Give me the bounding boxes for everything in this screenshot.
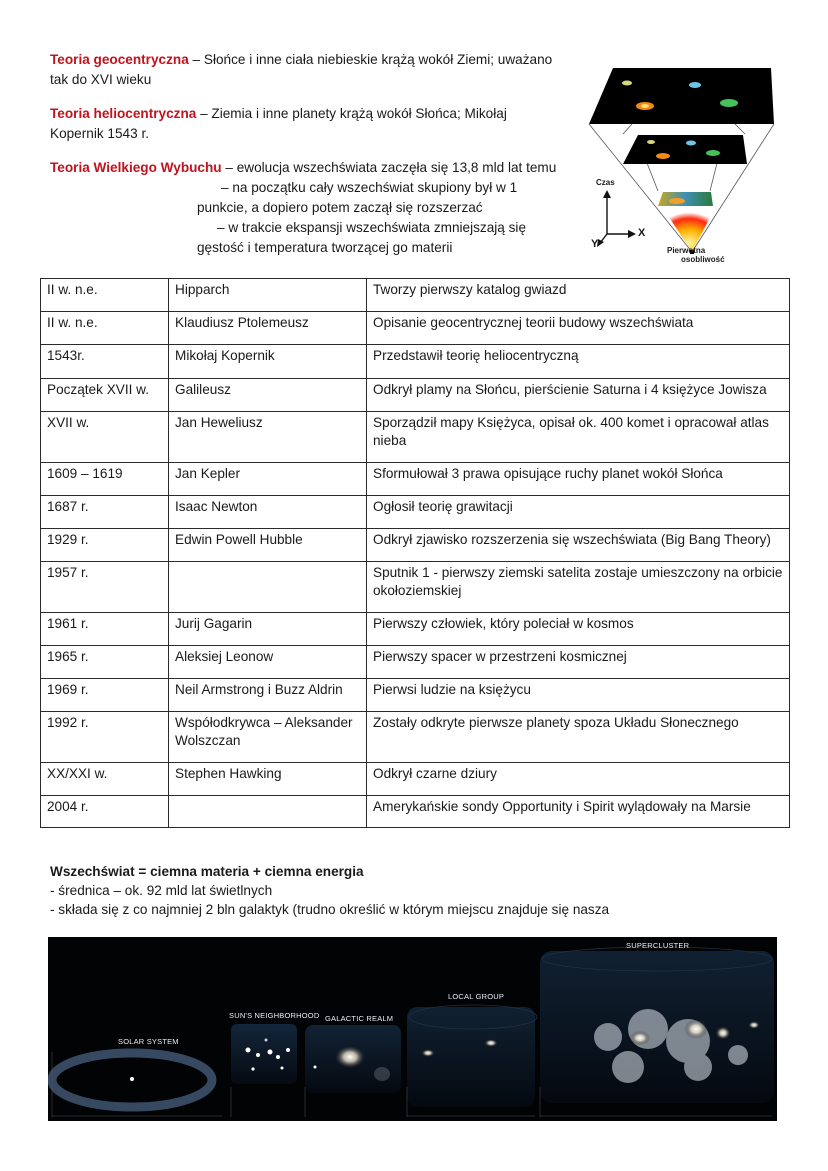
axis-y-label: Y [591, 238, 599, 250]
table-row [41, 679, 790, 712]
event-cell: Pierwszy człowiek, który poleciał w kosmos [367, 613, 790, 646]
date-cell: 1543r. [41, 345, 169, 379]
event-cell: Opisanie geocentrycznej teorii budowy wszechświata [367, 312, 790, 345]
event-cell: Odkrył plamy na Słońcu, pierścienie Saturna i 4 księżyce Jowisza [367, 379, 790, 412]
scale-label-galactic-realm: GALACTIC REALM [325, 1014, 394, 1023]
theory-term: Teoria heliocentryczna [50, 106, 197, 121]
theory-geocentric-cont: tak do XVI wieku [50, 72, 152, 87]
date-cell: 1957 r. [41, 562, 169, 613]
person-cell: Współodkrywca – Aleksander Wolszczan [169, 712, 367, 763]
theory-heliocentric [50, 104, 507, 123]
theory-description: – ewolucja wszechświata zaczęła się 13,8 mld lat temu [221, 160, 557, 175]
person-cell: Mikołaj Kopernik [169, 345, 367, 379]
singularity-label-cont: osobliwość [681, 255, 725, 264]
scale-label-solar-system: SOLAR SYSTEM [118, 1037, 179, 1046]
theory-big-bang [50, 158, 556, 177]
event-cell: Sputnik 1 - pierwszy ziemski satelita zostaje umieszczony na orbicie okołoziemskiej [367, 562, 790, 613]
person-cell: Jan Kepler [169, 463, 367, 496]
event-cell: Odkrył zjawisko rozszerzenia się wszechświata (Big Bang Theory) [367, 529, 790, 562]
scale-label-local-group: LOCAL GROUP [448, 992, 505, 1001]
person-cell: Aleksiej Leonow [169, 646, 367, 679]
table-row [41, 345, 790, 379]
theory-big-bang-line: gęstość i temperatura tworzącej go materii [197, 240, 453, 255]
theory-geocentric [50, 50, 552, 69]
summary-bullet: - składa się z co najmniej 2 bln galaktyk (trudno określić w którym miejscu znajduje się nasza [50, 902, 610, 917]
event-cell: Tworzy pierwszy katalog gwiazd [367, 279, 790, 312]
person-cell: Klaudiusz Ptolemeusz [169, 312, 367, 345]
universe-summary [50, 862, 609, 919]
event-cell: Pierwszy spacer w przestrzeni kosmicznej [367, 646, 790, 679]
theory-big-bang-line: – na początku cały wszechświat skupiony był w 1 [221, 180, 518, 195]
table-row [41, 379, 790, 412]
person-cell: Galileusz [169, 379, 367, 412]
table-row [41, 312, 790, 345]
summary-title: Wszechświat = ciemna materia + ciemna energia [50, 864, 364, 879]
theory-description: – Ziemia i inne planety krążą wokół Słońca; Mikołaj [196, 106, 507, 121]
date-cell: 1961 r. [41, 613, 169, 646]
event-cell: Ogłosił teorię grawitacji [367, 496, 790, 529]
table-row [41, 412, 790, 463]
date-cell: 1687 r. [41, 496, 169, 529]
date-cell: 1992 r. [41, 712, 169, 763]
theory-heliocentric-cont: Kopernik 1543 r. [50, 126, 149, 141]
date-cell: 1969 r. [41, 679, 169, 712]
axis-x-label: X [638, 227, 646, 239]
table-row [41, 796, 790, 828]
scale-label-suns-neighborhood: SUN'S NEIGHBORHOOD [229, 1011, 320, 1020]
table-row [41, 712, 790, 763]
axis-time-label: Czas [596, 178, 615, 187]
date-cell: 1965 r. [41, 646, 169, 679]
event-cell: Sformułował 3 prawa opisujące ruchy planet wokół Słońca [367, 463, 790, 496]
table-row [41, 463, 790, 496]
date-cell: II w. n.e. [41, 312, 169, 345]
big-bang-diagram [585, 66, 780, 266]
scale-label-supercluster: SUPERCLUSTER [626, 941, 690, 950]
date-cell: II w. n.e. [41, 279, 169, 312]
person-cell: Jurij Gagarin [169, 613, 367, 646]
table-row [41, 763, 790, 796]
event-cell: Odkrył czarne dziury [367, 763, 790, 796]
astronomy-timeline-table [40, 278, 790, 828]
table-row [41, 646, 790, 679]
person-cell: Edwin Powell Hubble [169, 529, 367, 562]
theory-term: Teoria geocentryczna [50, 52, 189, 67]
table-row [41, 613, 790, 646]
person-cell: Jan Heweliusz [169, 412, 367, 463]
person-cell: Stephen Hawking [169, 763, 367, 796]
singularity-label: Pierwotna [667, 246, 706, 255]
person-cell [169, 562, 367, 613]
event-cell: Amerykańskie sondy Opportunity i Spirit wylądowały na Marsie [367, 796, 790, 828]
date-cell: 1609 – 1619 [41, 463, 169, 496]
event-cell: Zostały odkryte pierwsze planety spoza Układu Słonecznego [367, 712, 790, 763]
date-cell: Początek XVII w. [41, 379, 169, 412]
theory-description: – Słońce i inne ciała niebieskie krążą wokół Ziemi; uważano [188, 52, 553, 67]
person-cell: Isaac Newton [169, 496, 367, 529]
theory-big-bang-line: – w trakcie ekspansji wszechświata zmniejszają się [217, 220, 526, 235]
theory-term: Teoria Wielkiego Wybuchu [50, 160, 222, 175]
table-row [41, 529, 790, 562]
cosmic-scale-image [48, 937, 777, 1121]
theory-big-bang-line: punkcie, a dopiero potem zaczął się rozszerzać [197, 200, 483, 215]
date-cell: 1929 r. [41, 529, 169, 562]
event-cell: Pierwsi ludzie na księżycu [367, 679, 790, 712]
date-cell: 2004 r. [41, 796, 169, 828]
person-cell: Neil Armstrong i Buzz Aldrin [169, 679, 367, 712]
person-cell: Hipparch [169, 279, 367, 312]
date-cell: XVII w. [41, 412, 169, 463]
table-row [41, 279, 790, 312]
event-cell: Przedstawił teorię heliocentryczną [367, 345, 790, 379]
table-row [41, 562, 790, 613]
big-bang-cone-illustration [585, 66, 780, 266]
date-cell: XX/XXI w. [41, 763, 169, 796]
timeline-body [41, 279, 790, 828]
event-cell: Sporządził mapy Księżyca, opisał ok. 400 komet i opracował atlas nieba [367, 412, 790, 463]
person-cell [169, 796, 367, 828]
table-row [41, 496, 790, 529]
cosmic-scale-illustration [48, 937, 777, 1121]
summary-bullet: - średnica – ok. 92 mld lat świetlnych [50, 883, 273, 898]
